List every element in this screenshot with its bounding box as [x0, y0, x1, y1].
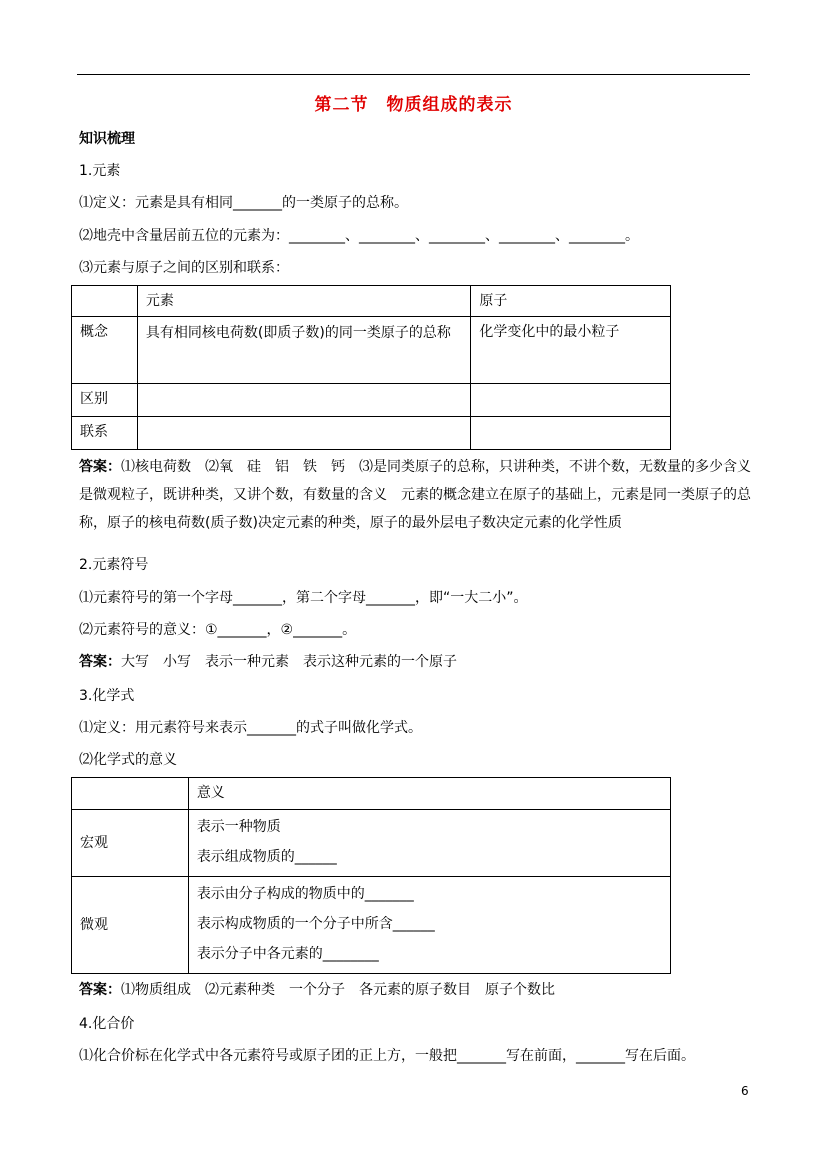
answer-section-1	[79, 453, 765, 537]
table-header-row	[72, 286, 671, 317]
question-formula-definition: ⑴定义：用元素符号来表示_______的式子叫做化学式。	[79, 720, 422, 736]
page-number: 6	[741, 1084, 749, 1098]
cell-element-relation	[137, 417, 470, 450]
cell-atom-concept: 化学变化中的最小粒子	[471, 317, 671, 384]
table-row	[72, 384, 671, 417]
row-label: 概念	[72, 317, 138, 384]
question-formula-meaning: ⑵化学式的意义	[79, 752, 177, 768]
question-element-atom-relation: ⑶元素与原子之间的区别和联系：	[79, 260, 289, 276]
table-row	[72, 810, 671, 877]
section-heading-elements: 1.元素	[79, 163, 121, 179]
section-heading-element-symbols: 2.元素符号	[79, 557, 149, 573]
row-label: 联系	[72, 417, 138, 450]
answer-label: 答案：	[79, 982, 121, 998]
answer-text: ⑴核电荷数 ⑵氧 硅 铝 铁 钙 ⑶是同类原子的总称，只讲种类，不讲个数，无数量的多少含义 是微观粒子，既讲种类，又讲个数，有数量的含义 元素的概念建立在原子的基础上，元素是同一类原子的总称，原子的核电荷数(质子数)决定元素的种类，原子的最外层电子数决定元素的化学性质	[79, 459, 765, 531]
table-row	[72, 877, 671, 974]
table-header-cell: 原子	[471, 286, 671, 317]
cell-element-concept: 具有相同核电荷数(即质子数)的同一类原子的总称	[137, 317, 470, 384]
cell-element-difference	[137, 384, 470, 417]
section-heading-valence: 4.化合价	[79, 1016, 135, 1032]
table-header-cell: 元素	[137, 286, 470, 317]
question-definition: ⑴定义：元素是具有相同_______的一类原子的总称。	[79, 195, 408, 211]
question-top-five-elements: ⑵地壳中含量居前五位的元素为：________、________、________、________、________。	[79, 228, 639, 244]
table-header-cell	[72, 286, 138, 317]
page-title: 第二节 物质组成的表示	[314, 95, 513, 115]
section-heading-knowledge: 知识梳理	[79, 131, 135, 147]
row-label: 区别	[72, 384, 138, 417]
table-row	[72, 417, 671, 450]
question-symbol-letters: ⑴元素符号的第一个字母_______，第二个字母_______，即“一大二小”。	[79, 590, 528, 606]
answer-section-3	[79, 976, 751, 1004]
meaning-line: 表示构成物质的一个分子中所含______	[196, 916, 435, 932]
row-label: 微观	[72, 877, 189, 974]
question-symbol-meaning: ⑵元素符号的意义：①_______，②_______。	[79, 622, 357, 638]
meaning-line: 表示分子中各元素的________	[196, 946, 379, 962]
answer-label: 答案：	[79, 654, 121, 670]
row-label: 宏观	[72, 810, 189, 877]
macro-meaning-cell	[188, 810, 670, 877]
element-atom-table	[71, 285, 671, 450]
answer-text: 大写 小写 表示一种元素 表示这种元素的一个原子	[121, 654, 457, 670]
question-valence-position: ⑴化合价标在化学式中各元素符号或原子团的正上方，一般把_______写在前面，_______写在后面。	[79, 1048, 695, 1064]
meaning-line: 表示由分子构成的物质中的_______	[196, 886, 414, 902]
answer-text: ⑴物质组成 ⑵元素种类 一个分子 各元素的原子数目 原子个数比	[121, 982, 555, 998]
table-header-row	[72, 778, 671, 810]
meaning-line: 表示一种物质	[196, 819, 281, 835]
cell-atom-difference	[471, 384, 671, 417]
answer-section-2	[79, 648, 751, 676]
formula-meaning-table	[71, 777, 671, 974]
cell-atom-relation	[471, 417, 671, 450]
section-heading-chemical-formula: 3.化学式	[79, 688, 135, 704]
micro-meaning-cell	[188, 877, 670, 974]
table-header-cell: 意义	[188, 778, 670, 810]
table-row	[72, 317, 671, 384]
answer-label: 答案：	[79, 459, 121, 475]
meaning-line: 表示组成物质的______	[196, 849, 337, 865]
table-header-cell	[72, 778, 189, 810]
header-rule	[77, 74, 750, 75]
